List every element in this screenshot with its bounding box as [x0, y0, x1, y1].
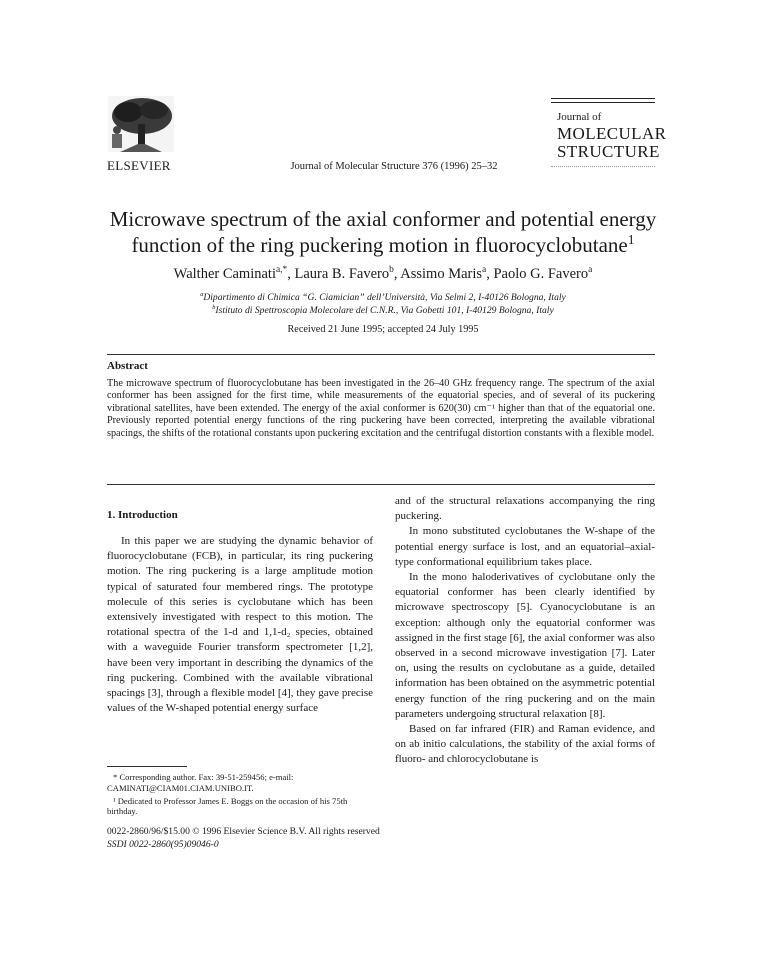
author-name: Laura B. Favero	[294, 266, 390, 282]
footnotes	[107, 772, 373, 819]
paragraph: In this paper we are studying the dynamic behavior of fluorocyclobutane (FCB), in particular, its ring puckering motion. The ring puckering is a large amplitude motion typical of saturated four membered rings. The prototype molecule of this series is cyclobutane which has been extensively investigated with respect to this motion. The rotational spectra of the 1-d and 1,1-d₂ species, obtained with a waveguide Fourier transform spectrometer [1,2], have been very important in describing the dynamics of the ring puckering. Combined with the available vibrational spacings [3], through a flexible model [4], they gave precise values of the W-shaped potential energy surface	[107, 535, 373, 715]
body-column-left	[107, 534, 373, 716]
affiliation-b: $^b$Istituto di Spettroscopia Molecolare del C.N.R., Via Gobetti 101, I-40129 Bologna, Italy	[212, 303, 554, 316]
article-title	[80, 206, 686, 258]
author-name: Walther Caminati	[173, 266, 276, 282]
abstract-text: The microwave spectrum of fluorocyclobutane has been investigated in the 26–40 GHz frequency range. The spectrum of the axial conformer has been assigned for the first time, while measurements of the equatorial species, and of several of its puckering vibrational satellites, have been extended. The energy of the axial conformer is 620(30) cm⁻¹ higher than that of the equatorial one. Previously reported potential energy functions of the ring puckering have been corrected, interpreting the available vibrational spacings, the shifts of the rotational constants upon puckering excitation and the centrifugal distortion constants with a flexible model.	[107, 378, 655, 439]
received-dates: Received 21 June 1995; accepted 24 July 1995	[287, 324, 479, 335]
abstract-rule-top	[107, 354, 655, 355]
author-affiliation-mark: a,*	[276, 265, 288, 276]
title-line-2: function of the ring puckering motion in fluorocyclobutane$^1$	[131, 232, 635, 257]
author-separator: ,	[393, 266, 401, 282]
paragraph: In the mono haloderivatives of cyclobutane only the equatorial conformer has been clearly identified by microwave spectroscopy [5]. Cyanocyclobutane is an exception: although only the equatorial conformer was assigned in the first stage [6], the axial conformer was also observed in a second microwave investigation [7]. Later on, using the results on cyclobutane as a guide, detailed information has been obtained on the asymmetric potential energy function of the ring puckering and on the main parameters undergoing structural relaxation [8].	[395, 571, 655, 720]
title-line-1: Microwave spectrum of the axial conformer and potential energy	[109, 207, 657, 231]
ssdi-identifier: SSDI 0022-2860(95)09046-0	[107, 839, 219, 850]
author-name: Paolo G. Favero	[493, 266, 589, 282]
title-footnote-mark: 1	[627, 232, 635, 247]
masthead-rule-top	[551, 98, 655, 99]
author-separator: ,	[287, 266, 295, 282]
journal-name-prefix: Journal of	[557, 111, 602, 123]
paragraph: In mono substituted cyclobutanes the W-shape of the potential energy surface is lost, and an equatorial–axial-type conformational equilibrium takes place.	[395, 525, 655, 568]
journal-citation: Journal of Molecular Structure 376 (1996) 25–32	[290, 161, 498, 172]
masthead-rule-top2	[551, 102, 655, 103]
author-list	[80, 266, 686, 283]
author-name: Assimo Maris	[400, 266, 483, 282]
section-heading-introduction: 1. Introduction	[107, 509, 178, 521]
abstract-heading: Abstract	[107, 360, 148, 372]
affiliation-a: $^a$Dipartimento di Chimica “G. Ciamician” dell’Università, Via Selmi 2, I-40126 Bologna, Italy	[200, 290, 566, 303]
publisher-name: ELSEVIER	[107, 158, 171, 173]
journal-name-line1: MOLECULAR	[557, 124, 667, 143]
footnote-corresponding-author: * Corresponding author. Fax: 39-51-259456; e-mail: CAMINATI@CIAM01.CIAM.UNIBO.IT.	[107, 772, 294, 793]
issn-copyright: 0022-2860/96/$15.00 © 1996 Elsevier Science B.V. All rights reserved	[107, 826, 380, 837]
body-column-right	[395, 494, 655, 768]
paragraph-continued: and of the structural relaxations accompanying the ring puckering.	[395, 495, 655, 523]
author-separator: ,	[486, 266, 494, 282]
footnote-rule	[107, 766, 187, 767]
masthead-rule-bottom	[551, 166, 655, 167]
footnote-dedication: ¹ Dedicated to Professor James E. Boggs on the occasion of his 75th birthday.	[107, 795, 348, 817]
paragraph: Based on far infrared (FIR) and Raman evidence, and on ab initio calculations, the stability of the axial forms of fluoro- and chlorocyclobutane is	[395, 723, 655, 766]
author-affiliation-mark: a	[588, 265, 593, 276]
author-affiliation-mark: b	[389, 265, 394, 276]
abstract-rule-bottom	[107, 484, 655, 485]
author-affiliation-mark: a	[482, 265, 487, 276]
journal-name-line2: STRUCTURE	[557, 142, 660, 161]
elsevier-logo	[90, 94, 190, 156]
